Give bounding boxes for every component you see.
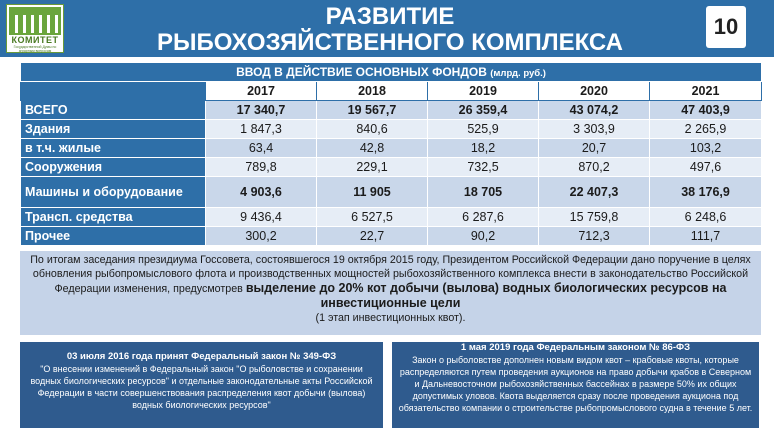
slide-number: 10 — [706, 6, 746, 48]
table-cell: 870,2 — [539, 158, 650, 177]
table-cell: 497,6 — [650, 158, 762, 177]
funds-table — [20, 62, 762, 246]
year-header: 2019 — [428, 82, 539, 101]
table-cell: 43 074,2 — [539, 101, 650, 120]
table-cell: 22 407,3 — [539, 177, 650, 208]
logo-title: КОМИТЕТ — [11, 35, 59, 45]
table-cell: 6 248,6 — [650, 208, 762, 227]
table-cell: 229,1 — [317, 158, 428, 177]
table-cell: 300,2 — [206, 227, 317, 246]
logo-building-icon — [9, 7, 61, 35]
table-cell: 525,9 — [428, 120, 539, 139]
table-cell: 18,2 — [428, 139, 539, 158]
table-cell: 6 527,5 — [317, 208, 428, 227]
law-349-title: 03 июля 2016 года принят Федеральный закон № 349-ФЗ — [66, 351, 337, 362]
table-cell: 103,2 — [650, 139, 762, 158]
law-86-title: 1 мая 2019 года Федеральным законом № 86-ФЗ — [460, 342, 691, 353]
row-label: Сооружения — [21, 158, 206, 177]
note-text: По итогам заседания президиума Госсовета, состоявшегося 19 октября 2015 году, Президентом Российской Федерации дано поручение в целях обновления рыбопромыслового флота и производственных мощностей рыбохозяйственного комплекса внести в законодательство Российской Федерации изменения, предусмотрев — [30, 254, 751, 295]
table-cell: 90,2 — [428, 227, 539, 246]
row-label: в т.ч. жилые — [21, 139, 206, 158]
year-header: 2018 — [317, 82, 428, 101]
table-cell: 22,7 — [317, 227, 428, 246]
table-row-machinery — [21, 177, 762, 208]
table-cell: 9 436,4 — [206, 208, 317, 227]
table-caption-text: ВВОД В ДЕЙСТВИЕ ОСНОВНЫХ ФОНДОВ — [236, 65, 487, 79]
law-349-box — [20, 342, 383, 428]
row-label: Здания — [21, 120, 206, 139]
row-label: Трансп. средства — [21, 208, 206, 227]
table-cell: 17 340,7 — [206, 101, 317, 120]
table-cell: 1 847,3 — [206, 120, 317, 139]
table-cell: 712,3 — [539, 227, 650, 246]
table-cell: 3 303,9 — [539, 120, 650, 139]
row-label: ВСЕГО — [21, 101, 206, 120]
note-tail: (1 этап инвестиционных квот). — [315, 312, 466, 324]
table-row-residential — [21, 139, 762, 158]
row-label: Машины и оборудование — [21, 177, 206, 208]
row-label: Прочее — [21, 227, 206, 246]
committee-logo — [6, 4, 64, 53]
table-cell: 42,8 — [317, 139, 428, 158]
law-86-text: Закон о рыболовстве дополнен новым видом квот – крабовые квоты, которые распределяются путем проведения аукционов на право добычи крабов в Северном и Дальневосточном рыбохозяйственных бассейнах в размере 50% их общих допустимых уловов. Квота выделяется сразу после проведения аукциона под обязательство компании о строительстве рыбопромыслового судна в течение 5 лет. — [398, 355, 753, 413]
logo-subtitle: Государственной Думы по аграрным вопросам — [13, 45, 57, 53]
table-row-other — [21, 227, 762, 246]
table-cell: 26 359,4 — [428, 101, 539, 120]
table-row-buildings — [21, 120, 762, 139]
table-cell: 6 287,6 — [428, 208, 539, 227]
table-cell: 47 403,9 — [650, 101, 762, 120]
table-cell: 18 705 — [428, 177, 539, 208]
table-caption — [21, 63, 762, 82]
table-row-transport — [21, 208, 762, 227]
presidium-note — [20, 251, 761, 335]
table-cell: 732,5 — [428, 158, 539, 177]
law-349-text: "О внесении изменений в Федеральный закон "О рыболовстве и сохранении водных биологических ресурсов" и отдельные законодательные акты Российской Федерации в части совершенствования распределения квот добычи (вылова) водных биологических ресурсов" — [30, 364, 373, 410]
page-title-line2: РЫБОХОЗЯЙСТВЕННОГО КОМПЛЕКСА — [157, 29, 623, 56]
table-caption-unit: (млрд. руб.) — [490, 68, 546, 79]
table-cell: 2 265,9 — [650, 120, 762, 139]
table-cell: 63,4 — [206, 139, 317, 158]
table-cell: 111,7 — [650, 227, 762, 246]
table-row-total — [21, 101, 762, 120]
table-cell: 789,8 — [206, 158, 317, 177]
year-header: 2017 — [206, 82, 317, 101]
header-bar — [0, 0, 774, 57]
table-row-structures — [21, 158, 762, 177]
table-cell: 38 176,9 — [650, 177, 762, 208]
table-cell: 840,6 — [317, 120, 428, 139]
table-cell: 15 759,8 — [539, 208, 650, 227]
law-86-box — [392, 342, 759, 428]
note-highlight: выделение до 20% кот добычи (вылова) водных биологических ресурсов на инвестиционные цели — [245, 281, 727, 310]
year-header: 2021 — [650, 82, 762, 101]
table-cell: 4 903,6 — [206, 177, 317, 208]
year-header: 2020 — [539, 82, 650, 101]
table-caption-row — [21, 63, 762, 82]
table-cell: 20,7 — [539, 139, 650, 158]
table-header-row — [21, 82, 762, 101]
page-title-line1: РАЗВИТИЕ — [325, 3, 455, 30]
table-cell: 11 905 — [317, 177, 428, 208]
table-header-blank — [21, 82, 206, 101]
table-cell: 19 567,7 — [317, 101, 428, 120]
